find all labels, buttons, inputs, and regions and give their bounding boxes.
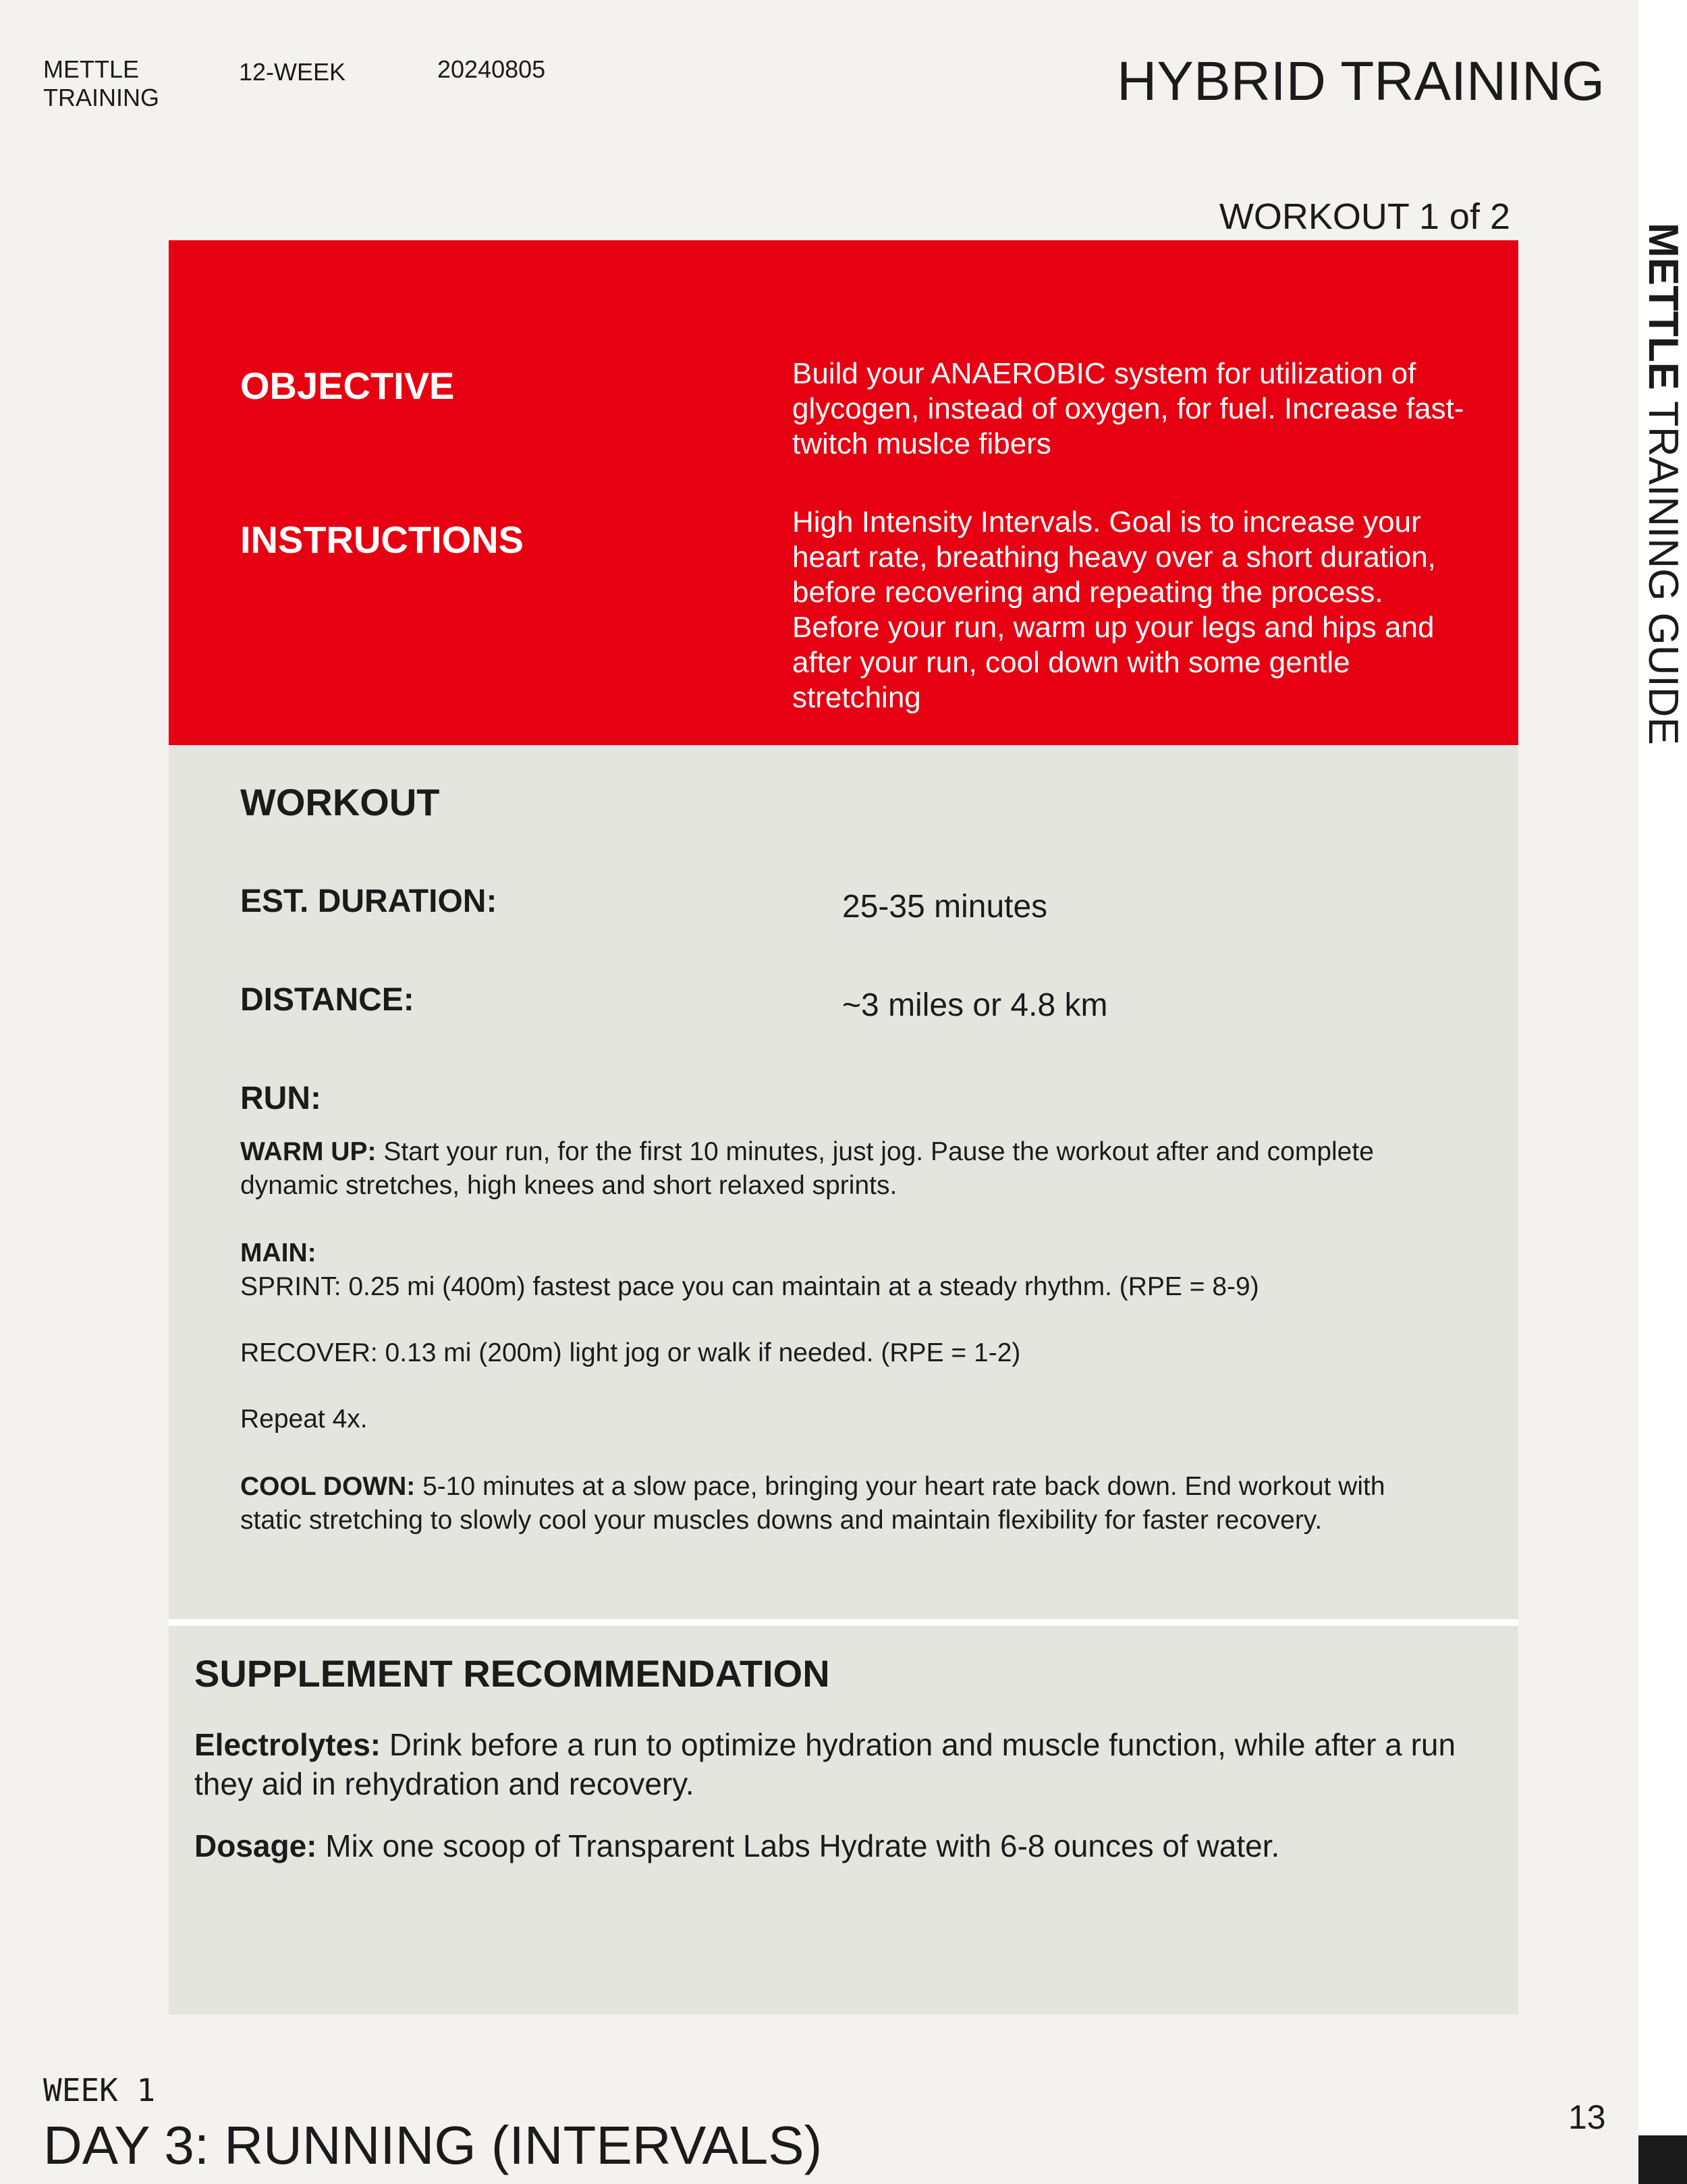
day-title: DAY 3: RUNNING (INTERVALS) (43, 2115, 823, 2175)
sidebar-guide-title (1638, 223, 1687, 931)
brand-name (43, 55, 159, 112)
page-title: HYBRID TRAINING (1117, 51, 1605, 112)
program-length: 12-WEEK (239, 58, 346, 86)
electrolytes-body: Drink before a run to optimize hydration and muscle function, while after a run they aid in rehydration and recovery. (194, 1727, 1456, 1801)
main-block (240, 1236, 1421, 1304)
workout-heading: WORKOUT (240, 781, 440, 823)
sidebar-guide-text: TRAINING GUIDE (1640, 389, 1686, 745)
distance-label: DISTANCE: (240, 982, 414, 1018)
distance-value: ~3 miles or 4.8 km (842, 987, 1108, 1023)
instructions-text: High Intensity Intervals. Goal is to increase your heart rate, breathing heavy over a short duration, before recovering and repeating the process. Before your run, warm up your legs and hips and after your run, cool down with some gentle stretching (792, 506, 1436, 714)
date-code: 20240805 (437, 55, 546, 83)
week-label: WEEK 1 (43, 2072, 156, 2108)
dosage-body: Mix one scoop of Transparent Labs Hydrate with 6-8 ounces of water. (316, 1828, 1280, 1863)
warmup-label: WARM UP: (240, 1137, 377, 1166)
dosage-text (194, 1826, 1517, 1865)
cooldown-text (240, 1470, 1401, 1537)
duration-label: EST. DURATION: (240, 883, 497, 919)
cooldown-body: 5-10 minutes at a slow pace, bringing your heart rate back down. End workout with static stretching to slowly cool your muscles downs and maintain flexibility for faster recovery. (240, 1472, 1385, 1535)
warmup-text (240, 1135, 1374, 1203)
sprint-text: SPRINT: 0.25 mi (400m) fastest pace you can maintain at a steady rhythm. (RPE = 8-9) (240, 1272, 1259, 1301)
brand-line-2: TRAINING (43, 84, 160, 111)
panel-divider (169, 1619, 1518, 1626)
dosage-label: Dosage: (194, 1828, 317, 1863)
electrolytes-label: Electrolytes: (194, 1727, 381, 1762)
run-label: RUN: (240, 1081, 321, 1116)
main-label: MAIN: (240, 1238, 316, 1267)
duration-value: 25-35 minutes (842, 889, 1048, 925)
objective-label: OBJECTIVE (240, 364, 455, 407)
sidebar-brand: METTLE (1640, 223, 1686, 390)
page-number: 13 (1568, 2098, 1606, 2136)
instructions-label: INSTRUCTIONS (240, 518, 524, 561)
electrolytes-text (194, 1725, 1517, 1803)
corner-square (1638, 2135, 1687, 2184)
supplement-heading: SUPPLEMENT RECOMMENDATION (194, 1652, 830, 1695)
repeat-text: Repeat 4x. (240, 1404, 368, 1434)
warmup-body: Start your run, for the first 10 minutes, just jog. Pause the workout after and complete dynamic stretches, high knees and short relaxed sprints. (240, 1137, 1374, 1200)
brand-line-1: METTLE (43, 55, 140, 83)
workout-count: WORKOUT 1 of 2 (1219, 196, 1510, 237)
recover-text: RECOVER: 0.13 mi (200m) light jog or walk if needed. (RPE = 1-2) (240, 1338, 1021, 1367)
cooldown-label: COOL DOWN: (240, 1472, 416, 1501)
objective-text: Build your ANAEROBIC system for utilization of glycogen, instead of oxygen, for fuel. Increase fast-twitch muslce fibers (792, 357, 1464, 460)
